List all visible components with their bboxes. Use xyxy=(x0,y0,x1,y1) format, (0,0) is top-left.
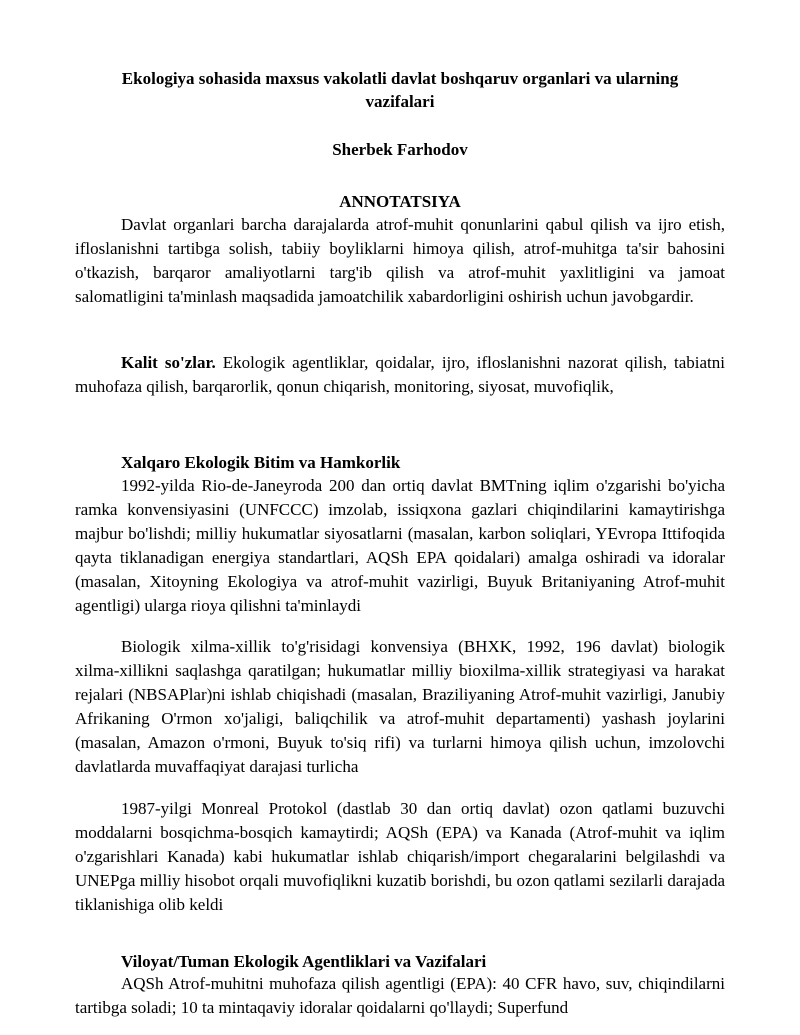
keywords-paragraph xyxy=(75,351,725,399)
paragraph-biodiversity: Biologik xilma-xillik to'g'risidagi konvensiya (BHXK, 1992, 196 davlat) biologik xilma-xillikni saqlashga qaratilgan; hukumatlar milliy bioxilma-xillik strategiyasi va harakat rejalari (NBSAPlar)ni ishlab chiqishadi (masalan, Braziliyaning Atrof-muhit vazirligi, Janubiy Afrikaning O'rmon xo'jaligi, baliqchilik va atrof-muhit departamenti) yashash joylarini (masalan, Amazon o'rmoni, Buyuk to'siq rifi) va turlarni himoya qilish uchun, imzolovchi davlatlarda muvaffaqiyat darajasi turlicha xyxy=(75,637,725,776)
paragraph-epa: AQSh Atrof-muhitni muhofaza qilish agentligi (EPA): 40 CFR havo, suv, chiqindilarni tartibga soladi; 10 ta mintaqaviy idoralar qoidalarni qo'llaydi; Superfund xyxy=(75,974,725,1017)
annotation-text: Davlat organlari barcha darajalarda atrof-muhit qonunlarini qabul qilish va ijro etish, ifloslanishni tartibga solish, tabiiy boyliklarni himoya qilish, atrof-muhitga ta'sir bahosini o'tkazish, barqaror amaliyotlarni targ'ib qilish va atrof-muhit yaxlitligini va jamoat salomatligini ta'minlash maqsadida jamoatchilik xabardorligini oshirish uchun javobgardir. xyxy=(75,215,725,306)
annotation-heading: ANNOTATSIYA xyxy=(339,192,461,211)
keywords-label: Kalit so'zlar. xyxy=(121,353,216,372)
paragraph-montreal: 1987-yilgi Monreal Protokol (dastlab 30 dan ortiq davlat) ozon qatlami buzuvchi moddalarni bosqichma-bosqich kamaytirdi; AQSh (EPA) va Kanada (Atrof-muhit va iqlim o'zgarishlari Kanada) kabi hukumatlar ishlab chiqarish/import chegaralarini belgilashdi va UNEPga milliy hisobot orqali muvofiqlikni kuzatib borishdi, bu ozon qatlami sezilarli darajada tiklanishiga olib keldi xyxy=(75,799,725,914)
paper-title: Ekologiya sohasida maxsus vakolatli davlat boshqaruv organlari va ularning vazifalari xyxy=(121,69,679,111)
section-heading-international: Xalqaro Ekologik Bitim va Hamkorlik xyxy=(121,453,401,472)
section-heading-regional: Viloyat/Tuman Ekologik Agentliklari va Vazifalari xyxy=(121,952,487,971)
author-name: Sherbek Farhodov xyxy=(332,140,468,159)
keywords-text: Ekologik agentliklar, qoidalar, ijro, ifloslanishni nazorat qilish, tabiatni muhofaza qilish, barqarorlik, qonun chiqarish, monitoring, siyosat, muvofiqlik, xyxy=(75,353,725,396)
paragraph-unfccc: 1992-yilda Rio-de-Janeyroda 200 dan ortiq davlat BMTning iqlim o'zgarishi bo'yicha ramka konvensiyasini (UNFCCC) imzolab, issiqxona gazlari chiqindilarini kamaytirishga majbur bo'lishdi; milliy hukumatlar siyosatlarni (masalan, karbon soliqlari, YEvropa Ittifoqida qayta tiklanadigan energiya standartlari, AQSh EPA qoidalari) amalga oshiradi va idoralar (masalan, Xitoyning Ekologiya va atrof-muhit vazirligi, Buyuk Britaniyaning Atrof-muhit agentligi) ularga rioya qilishni ta'minlaydi xyxy=(75,476,725,615)
